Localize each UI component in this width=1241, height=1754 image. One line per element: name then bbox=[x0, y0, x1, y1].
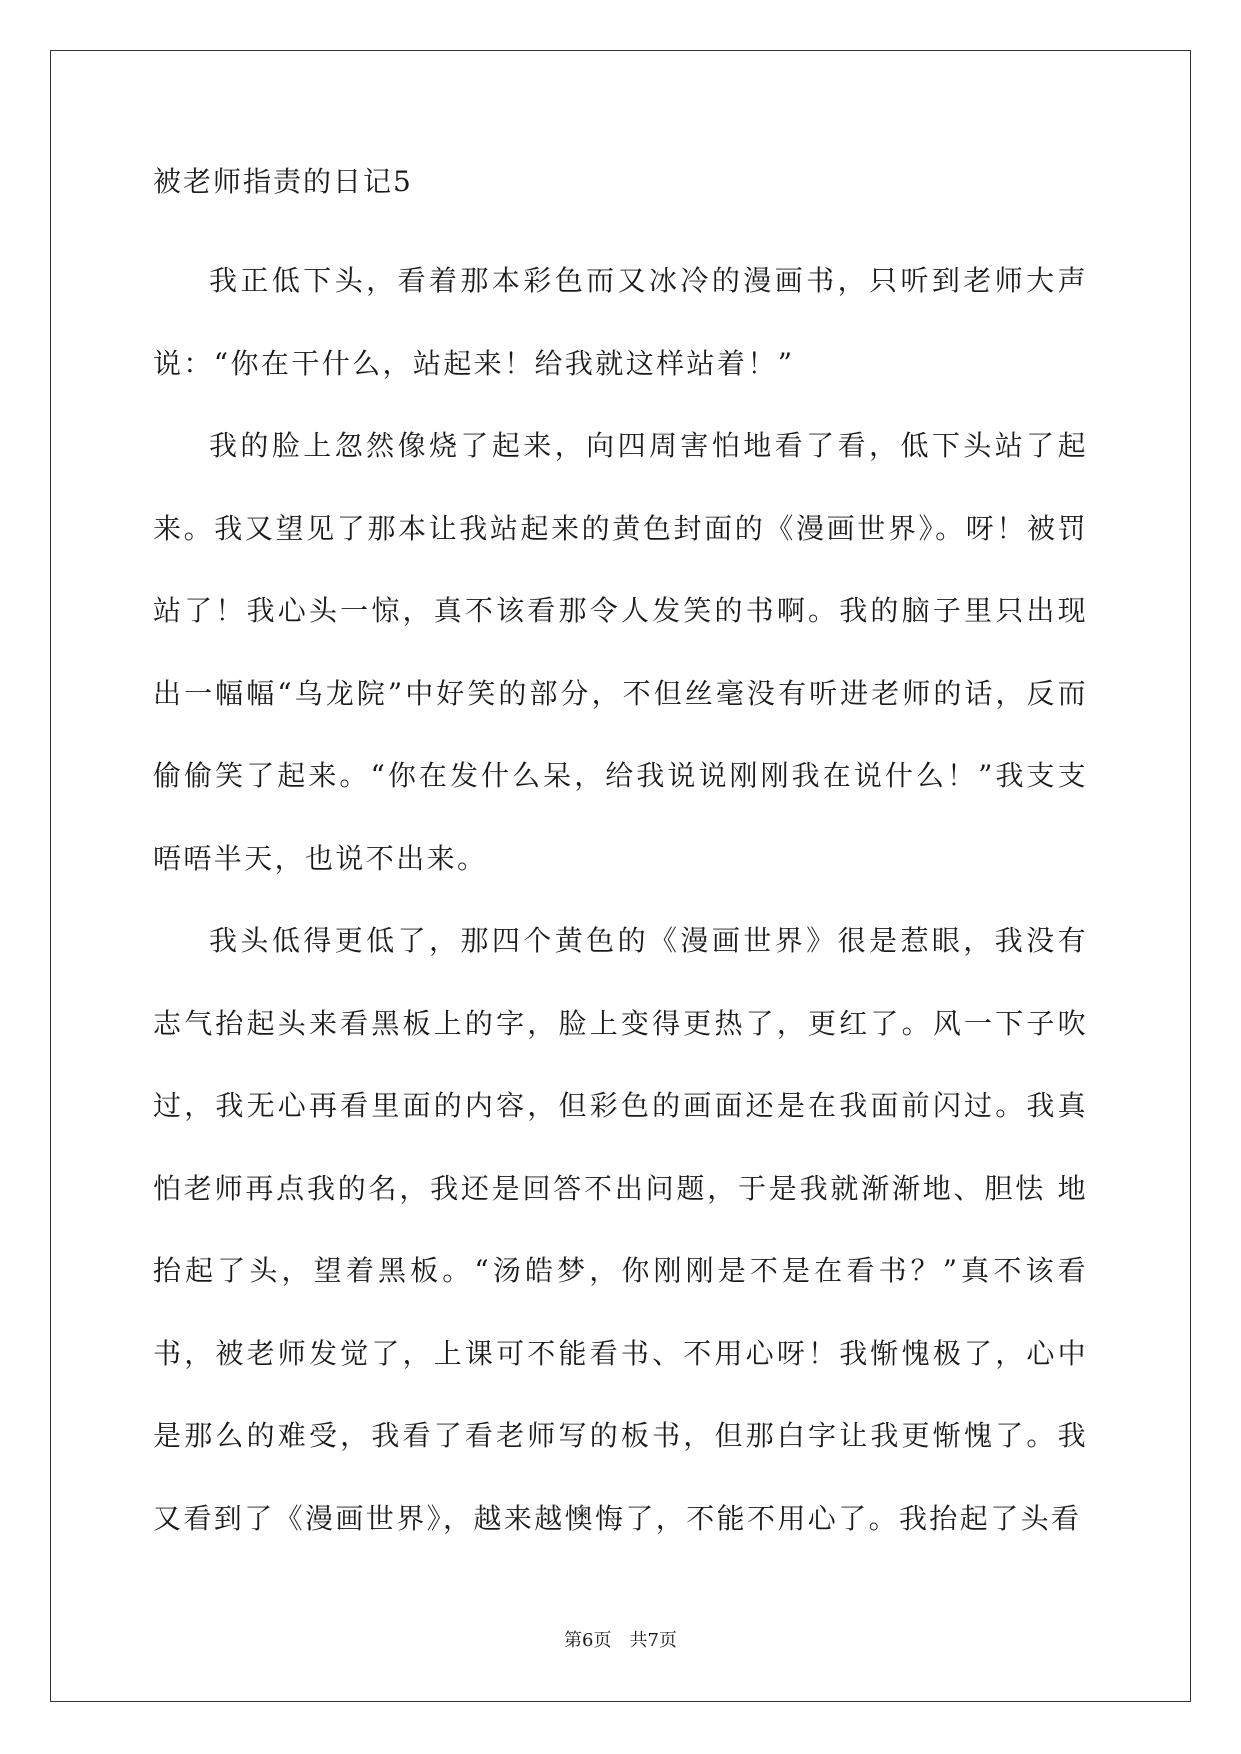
total-pages: 共7页 bbox=[629, 1630, 677, 1651]
document-title: 被老师指责的日记5 bbox=[153, 165, 413, 198]
paragraph-1: 我正低下头，看着那本彩色而又冰冷的漫画书，只听到老师大声说：“你在干什么，站起来！给我就这样站着！” bbox=[153, 264, 1088, 380]
paragraph-2: 我的脸上忽然像烧了起来，向四周害怕地看了看，低下头站了起来。我又望见了那本让我站起来的黄色封面的《漫画世界》。呀！被罚站了！我心头一惊，真不该看那令人发笑的书啊。我的脑子里只出现出一幅幅“乌龙院”中好笑的部分，不但丝毫没有听进老师的话，反而偷偷笑了起来。“你在发什么呆，给我说说刚刚我在说什么！”我支支唔唔半天，也说不出来。 bbox=[153, 429, 1088, 875]
current-page-number: 第6页 bbox=[564, 1630, 612, 1651]
paragraph-3: 我头低得更低了，那四个黄色的《漫画世界》很是惹眼，我没有志气抬起头来看黑板上的字，脸上变得更热了，更红了。风一下子吹过，我无心再看里面的内容，但彩色的画面还是在我面前闪过。我真怕老师再点我的名，我还是回答不出问题，于是我就渐渐地、胆怯 地抬起了头，望着黑板。“汤皓梦，你刚刚是不是在看书？”真不该看书，被老师发觉了，上课可不能看书、不用心呀！我惭愧极了，心中是那么的难受，我看了看老师写的板书，但那白字让我更惭愧了。我又看到了《漫画世界》，越来越懊悔了，不能不用心了。我抬起了头看 bbox=[153, 924, 1088, 1535]
page-footer bbox=[0, 1628, 1241, 1654]
document-body bbox=[153, 160, 1088, 1560]
